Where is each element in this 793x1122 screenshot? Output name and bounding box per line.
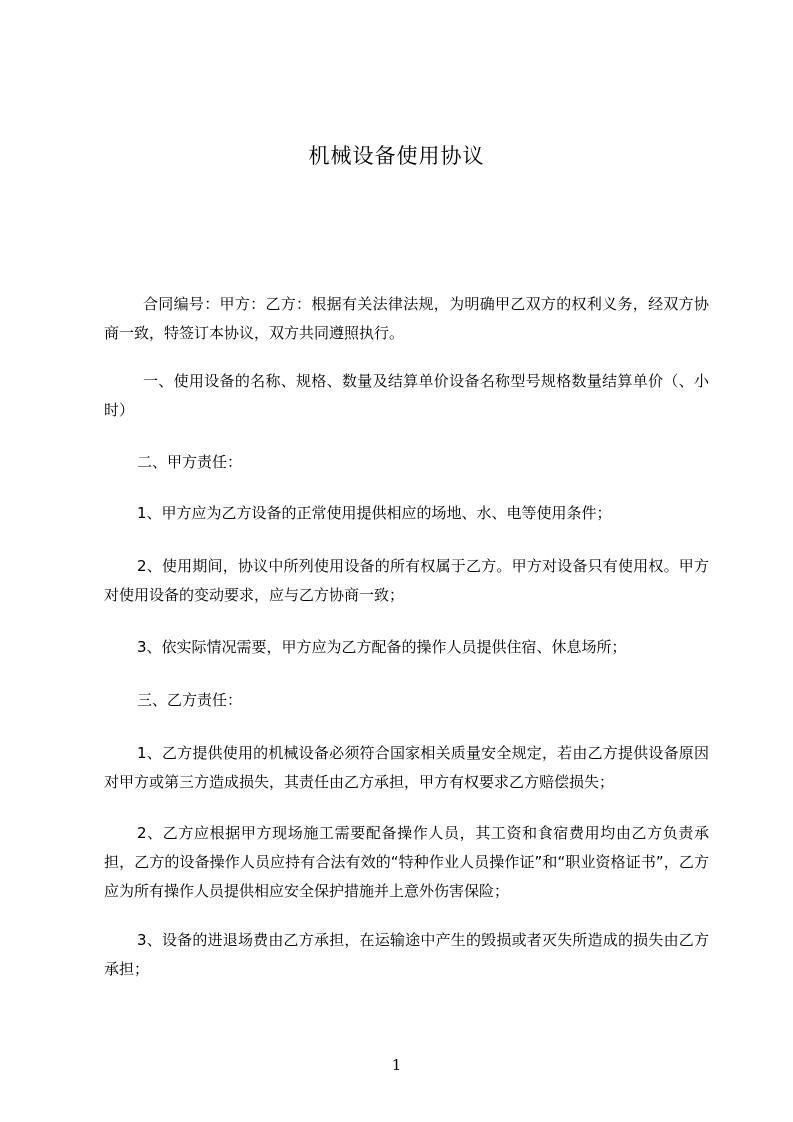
paragraph-preamble: 合同编号：甲方：乙方：根据有关法律法规，为明确甲乙双方的权利义务，经双方协商一致，特签订本协议，双方共同遵照执行。 [104, 295, 709, 342]
page-number: 1 [391, 1056, 402, 1074]
paragraph-party-b-item-1: 1、乙方提供使用的机械设备必须符合国家相关质量安全规定，若由乙方提供设备原因对甲方或第三方造成损失，其责任由乙方承担，甲方有权要求乙方赔偿损失； [104, 744, 709, 791]
paragraph-section-2-heading: 二、甲方责任： [137, 453, 243, 471]
paragraph-party-a-item-1: 1、甲方应为乙方设备的正常使用提供相应的场地、水、电等使用条件； [137, 504, 612, 522]
paragraph-party-b-item-3: 3、设备的进退场费由乙方承担，在运输途中产生的毁损或者灭失所造成的损失由乙方承担； [104, 931, 709, 978]
document-title: 机械设备使用协议 [308, 144, 485, 168]
paragraph-party-a-item-3: 3、依实际情况需要，甲方应为乙方配备的操作人员提供住宿、休息场所； [137, 638, 627, 656]
paragraph-section-3-heading: 三、乙方责任： [137, 691, 243, 709]
paragraph-party-a-item-2: 2、使用期间，协议中所列使用设备的所有权属于乙方。甲方对设备只有使用权。甲方对使用设备的变动要求，应与乙方协商一致； [104, 557, 709, 604]
paragraph-section-1: 一、使用设备的名称、规格、数量及结算单价设备名称型号规格数量结算单价（、小时） [104, 372, 709, 419]
paragraph-party-b-item-2: 2、乙方应根据甲方现场施工需要配备操作人员，其工资和食宿费用均由乙方负责承担，乙方的设备操作人员应持有合法有效的“特种作业人员操作证”和“职业资格证书”，乙方应为所有操作人员提供相应安全保护措施并上意外伤害保险； [104, 824, 709, 900]
